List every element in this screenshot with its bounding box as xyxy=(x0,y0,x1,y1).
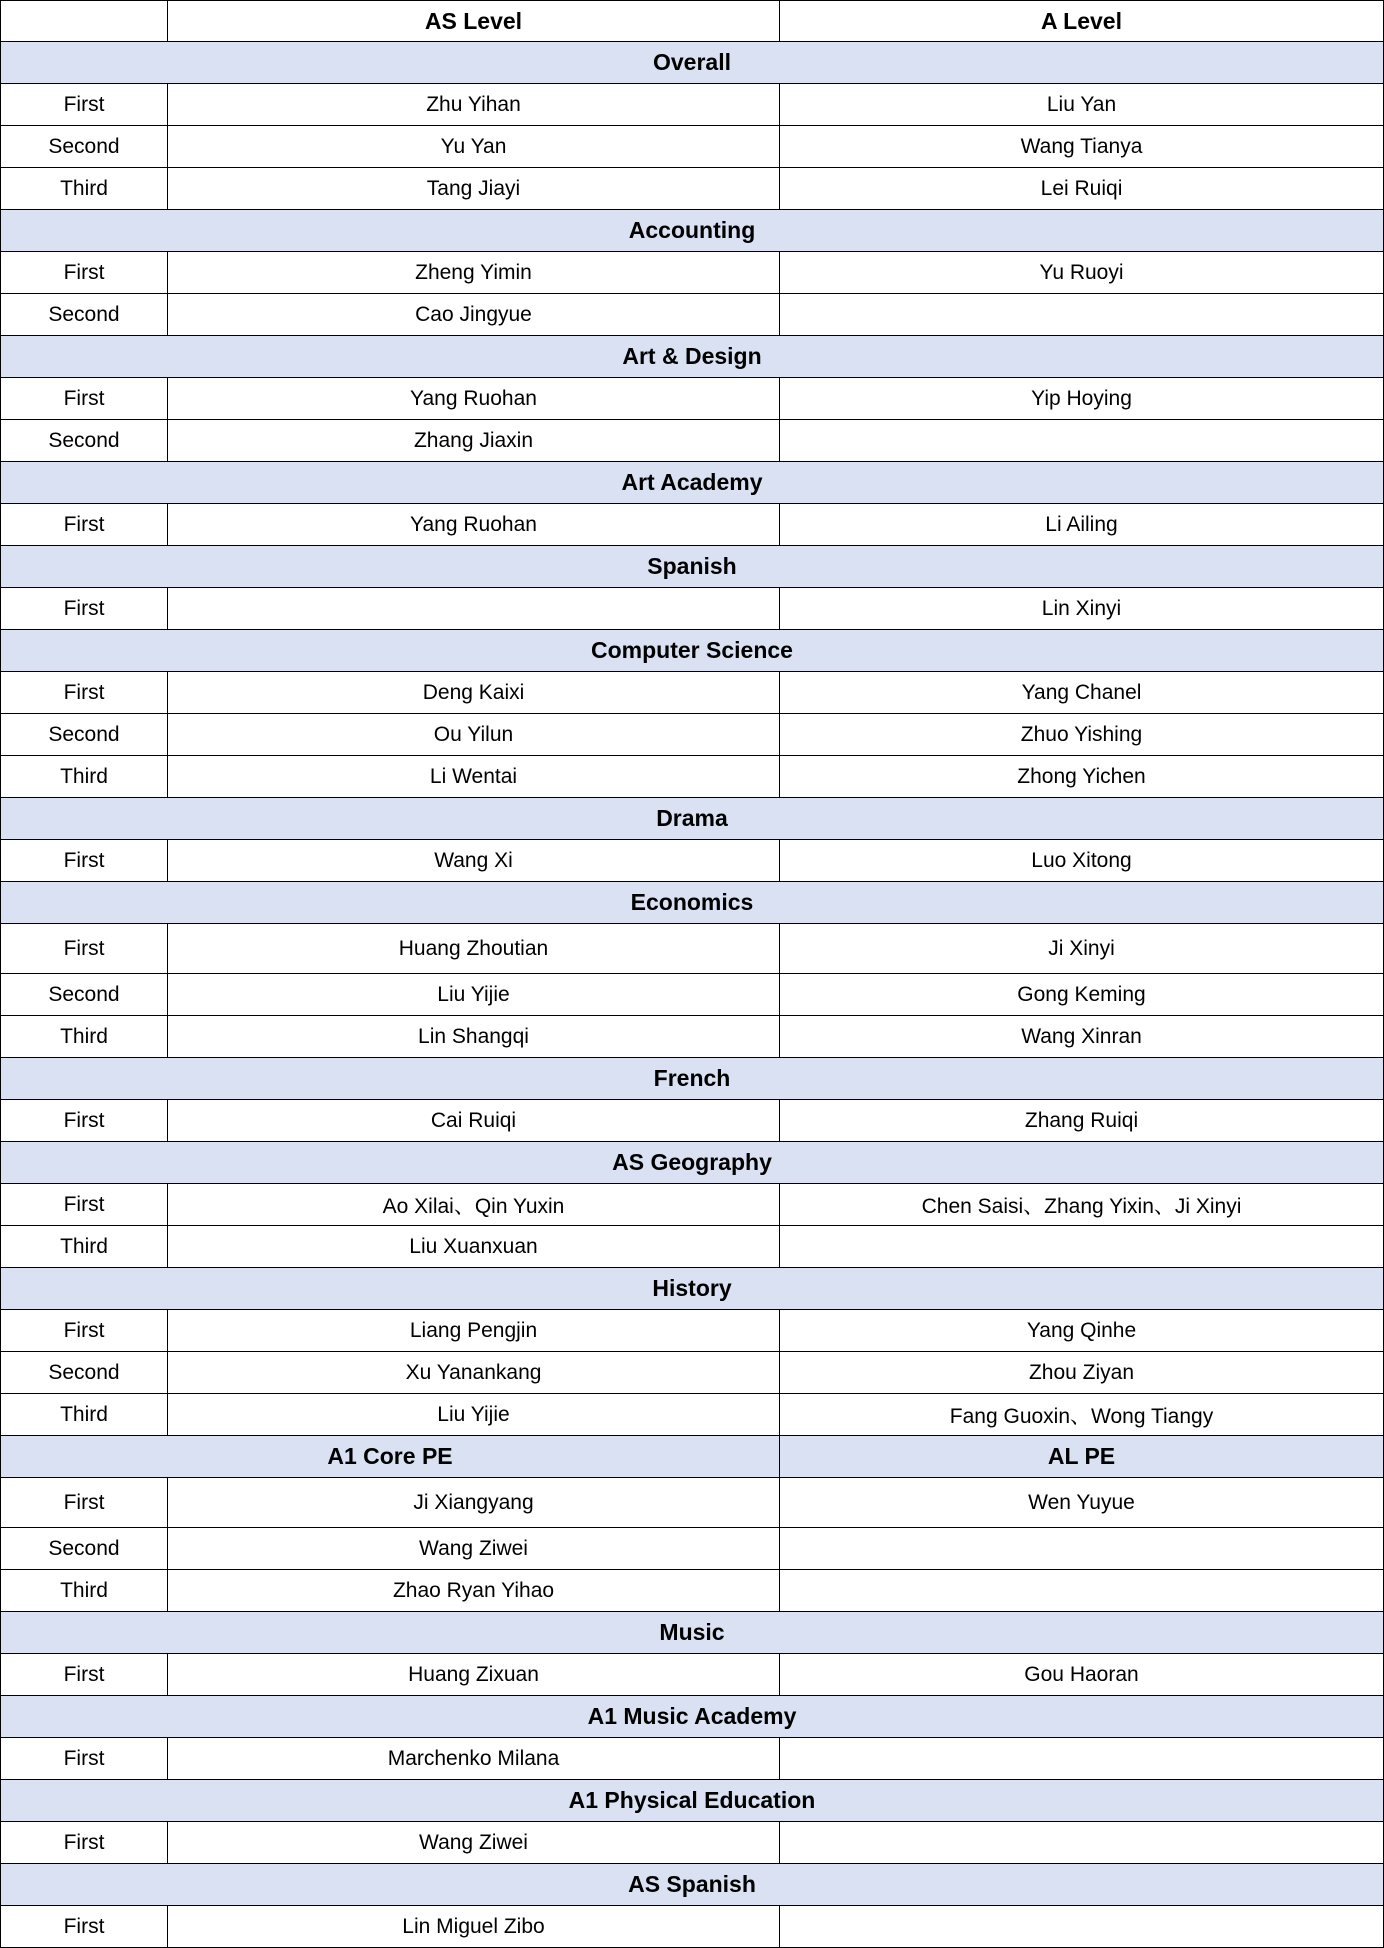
as-level-cell: Yang Ruohan xyxy=(168,504,780,546)
award-row xyxy=(1,1738,1384,1780)
a-level-cell: Zhuo Yishing xyxy=(780,714,1384,756)
section-title: AS Geography xyxy=(1,1142,1384,1184)
a-level-cell xyxy=(780,294,1384,336)
award-row xyxy=(1,756,1384,798)
section-header xyxy=(1,1612,1384,1654)
place-cell: First xyxy=(1,252,168,294)
a-level-cell: Yang Chanel xyxy=(780,672,1384,714)
award-row xyxy=(1,1906,1384,1948)
award-row xyxy=(1,1226,1384,1268)
place-cell: Third xyxy=(1,1570,168,1612)
section-title: A1 Physical Education xyxy=(1,1780,1384,1822)
section-header xyxy=(1,798,1384,840)
section-title: Economics xyxy=(1,882,1384,924)
award-row xyxy=(1,1310,1384,1352)
section-header xyxy=(1,882,1384,924)
award-row xyxy=(1,840,1384,882)
as-level-cell xyxy=(168,588,780,630)
header-a-level: A Level xyxy=(780,1,1384,42)
place-cell: First xyxy=(1,84,168,126)
award-row xyxy=(1,924,1384,974)
section-title: Computer Science xyxy=(1,630,1384,672)
place-cell: Second xyxy=(1,294,168,336)
award-row xyxy=(1,1016,1384,1058)
place-cell: First xyxy=(1,672,168,714)
as-level-cell: Ao Xilai、Qin Yuxin xyxy=(168,1184,780,1226)
section-title: Art Academy xyxy=(1,462,1384,504)
place-cell: First xyxy=(1,1822,168,1864)
a-level-cell xyxy=(780,1738,1384,1780)
award-row xyxy=(1,1100,1384,1142)
place-cell: Second xyxy=(1,714,168,756)
place-cell: First xyxy=(1,1738,168,1780)
section-header xyxy=(1,42,1384,84)
place-cell: First xyxy=(1,840,168,882)
as-level-cell: Cai Ruiqi xyxy=(168,1100,780,1142)
section-title: Accounting xyxy=(1,210,1384,252)
a-level-cell: Luo Xitong xyxy=(780,840,1384,882)
a-level-cell: Ji Xinyi xyxy=(780,924,1384,974)
award-row xyxy=(1,714,1384,756)
place-cell: Second xyxy=(1,974,168,1016)
a-level-cell xyxy=(780,1226,1384,1268)
section-header xyxy=(1,1436,1384,1478)
place-cell: First xyxy=(1,1310,168,1352)
section-header xyxy=(1,630,1384,672)
as-level-cell: Tang Jiayi xyxy=(168,168,780,210)
section-title: AS Spanish xyxy=(1,1864,1384,1906)
a-level-cell: Chen Saisi、Zhang Yixin、Ji Xinyi xyxy=(780,1184,1384,1226)
award-row xyxy=(1,672,1384,714)
place-cell: Third xyxy=(1,1394,168,1436)
a-level-cell xyxy=(780,1570,1384,1612)
as-level-cell: Li Wentai xyxy=(168,756,780,798)
award-row xyxy=(1,1352,1384,1394)
place-cell: Third xyxy=(1,168,168,210)
section-title: Music xyxy=(1,1612,1384,1654)
as-level-cell: Lin Shangqi xyxy=(168,1016,780,1058)
as-level-cell: Liu Yijie xyxy=(168,974,780,1016)
as-level-cell: Yu Yan xyxy=(168,126,780,168)
award-row xyxy=(1,1570,1384,1612)
award-row xyxy=(1,1822,1384,1864)
section-header xyxy=(1,210,1384,252)
a-level-cell: Zhou Ziyan xyxy=(780,1352,1384,1394)
section-title-as: A1 Core PE xyxy=(1,1436,780,1478)
a-level-cell xyxy=(780,1528,1384,1570)
header-as-level: AS Level xyxy=(168,1,780,42)
section-header xyxy=(1,546,1384,588)
award-row xyxy=(1,252,1384,294)
place-cell: First xyxy=(1,1906,168,1948)
award-row xyxy=(1,168,1384,210)
as-level-cell: Ou Yilun xyxy=(168,714,780,756)
as-level-cell: Huang Zixuan xyxy=(168,1654,780,1696)
place-cell: First xyxy=(1,378,168,420)
section-header xyxy=(1,1864,1384,1906)
place-cell: Third xyxy=(1,756,168,798)
as-level-cell: Deng Kaixi xyxy=(168,672,780,714)
award-row xyxy=(1,1394,1384,1436)
place-cell: Second xyxy=(1,126,168,168)
a-level-cell: Yu Ruoyi xyxy=(780,252,1384,294)
a-level-cell xyxy=(780,1822,1384,1864)
award-row xyxy=(1,1478,1384,1528)
place-cell: First xyxy=(1,1100,168,1142)
award-row xyxy=(1,126,1384,168)
a-level-cell: Gong Keming xyxy=(780,974,1384,1016)
as-level-cell: Cao Jingyue xyxy=(168,294,780,336)
as-level-cell: Zhao Ryan Yihao xyxy=(168,1570,780,1612)
section-header xyxy=(1,1142,1384,1184)
award-row xyxy=(1,1528,1384,1570)
section-title: Drama xyxy=(1,798,1384,840)
header-row xyxy=(1,1,1384,42)
table-body xyxy=(1,1,1384,1948)
as-level-cell: Liu Yijie xyxy=(168,1394,780,1436)
place-cell: Second xyxy=(1,1528,168,1570)
place-cell: First xyxy=(1,924,168,974)
section-header xyxy=(1,1696,1384,1738)
as-level-cell: Lin Miguel Zibo xyxy=(168,1906,780,1948)
place-cell: Second xyxy=(1,1352,168,1394)
as-level-cell: Zhang Jiaxin xyxy=(168,420,780,462)
a-level-cell: Wang Xinran xyxy=(780,1016,1384,1058)
a-level-cell: Liu Yan xyxy=(780,84,1384,126)
as-level-cell: Wang Ziwei xyxy=(168,1528,780,1570)
award-row xyxy=(1,420,1384,462)
place-cell: Third xyxy=(1,1226,168,1268)
as-level-cell: Ji Xiangyang xyxy=(168,1478,780,1528)
as-level-cell: Liu Xuanxuan xyxy=(168,1226,780,1268)
section-title: Overall xyxy=(1,42,1384,84)
section-title: Art & Design xyxy=(1,336,1384,378)
as-level-cell: Yang Ruohan xyxy=(168,378,780,420)
a-level-cell: Gou Haoran xyxy=(780,1654,1384,1696)
award-row xyxy=(1,84,1384,126)
award-row xyxy=(1,1184,1384,1226)
a-level-cell: Zhong Yichen xyxy=(780,756,1384,798)
award-row xyxy=(1,504,1384,546)
as-level-cell: Liang Pengjin xyxy=(168,1310,780,1352)
section-header xyxy=(1,336,1384,378)
header-blank-cell xyxy=(1,1,168,42)
a-level-cell: Li Ailing xyxy=(780,504,1384,546)
a-level-cell: Fang Guoxin、Wong Tiangy xyxy=(780,1394,1384,1436)
as-level-cell: Wang Xi xyxy=(168,840,780,882)
section-title: A1 Music Academy xyxy=(1,1696,1384,1738)
place-cell: Third xyxy=(1,1016,168,1058)
section-title: French xyxy=(1,1058,1384,1100)
as-level-cell: Marchenko Milana xyxy=(168,1738,780,1780)
as-level-cell: Xu Yanankang xyxy=(168,1352,780,1394)
place-cell: Second xyxy=(1,420,168,462)
award-row xyxy=(1,588,1384,630)
award-row xyxy=(1,378,1384,420)
a-level-cell: Lei Ruiqi xyxy=(780,168,1384,210)
a-level-cell xyxy=(780,1906,1384,1948)
as-level-cell: Huang Zhoutian xyxy=(168,924,780,974)
a-level-cell: Yip Hoying xyxy=(780,378,1384,420)
place-cell: First xyxy=(1,504,168,546)
section-title-a: AL PE xyxy=(780,1436,1384,1478)
place-cell: First xyxy=(1,1478,168,1528)
award-row xyxy=(1,294,1384,336)
place-cell: First xyxy=(1,1184,168,1226)
section-header xyxy=(1,462,1384,504)
section-header xyxy=(1,1780,1384,1822)
a-level-cell: Zhang Ruiqi xyxy=(780,1100,1384,1142)
section-title: History xyxy=(1,1268,1384,1310)
a-level-cell: Wang Tianya xyxy=(780,126,1384,168)
as-level-cell: Wang Ziwei xyxy=(168,1822,780,1864)
a-level-cell: Yang Qinhe xyxy=(780,1310,1384,1352)
as-level-cell: Zhu Yihan xyxy=(168,84,780,126)
a-level-cell xyxy=(780,420,1384,462)
a-level-cell: Lin Xinyi xyxy=(780,588,1384,630)
award-row xyxy=(1,974,1384,1016)
a-level-cell: Wen Yuyue xyxy=(780,1478,1384,1528)
section-title: Spanish xyxy=(1,546,1384,588)
place-cell: First xyxy=(1,1654,168,1696)
as-level-cell: Zheng Yimin xyxy=(168,252,780,294)
award-row xyxy=(1,1654,1384,1696)
section-header xyxy=(1,1268,1384,1310)
section-header xyxy=(1,1058,1384,1100)
place-cell: First xyxy=(1,588,168,630)
